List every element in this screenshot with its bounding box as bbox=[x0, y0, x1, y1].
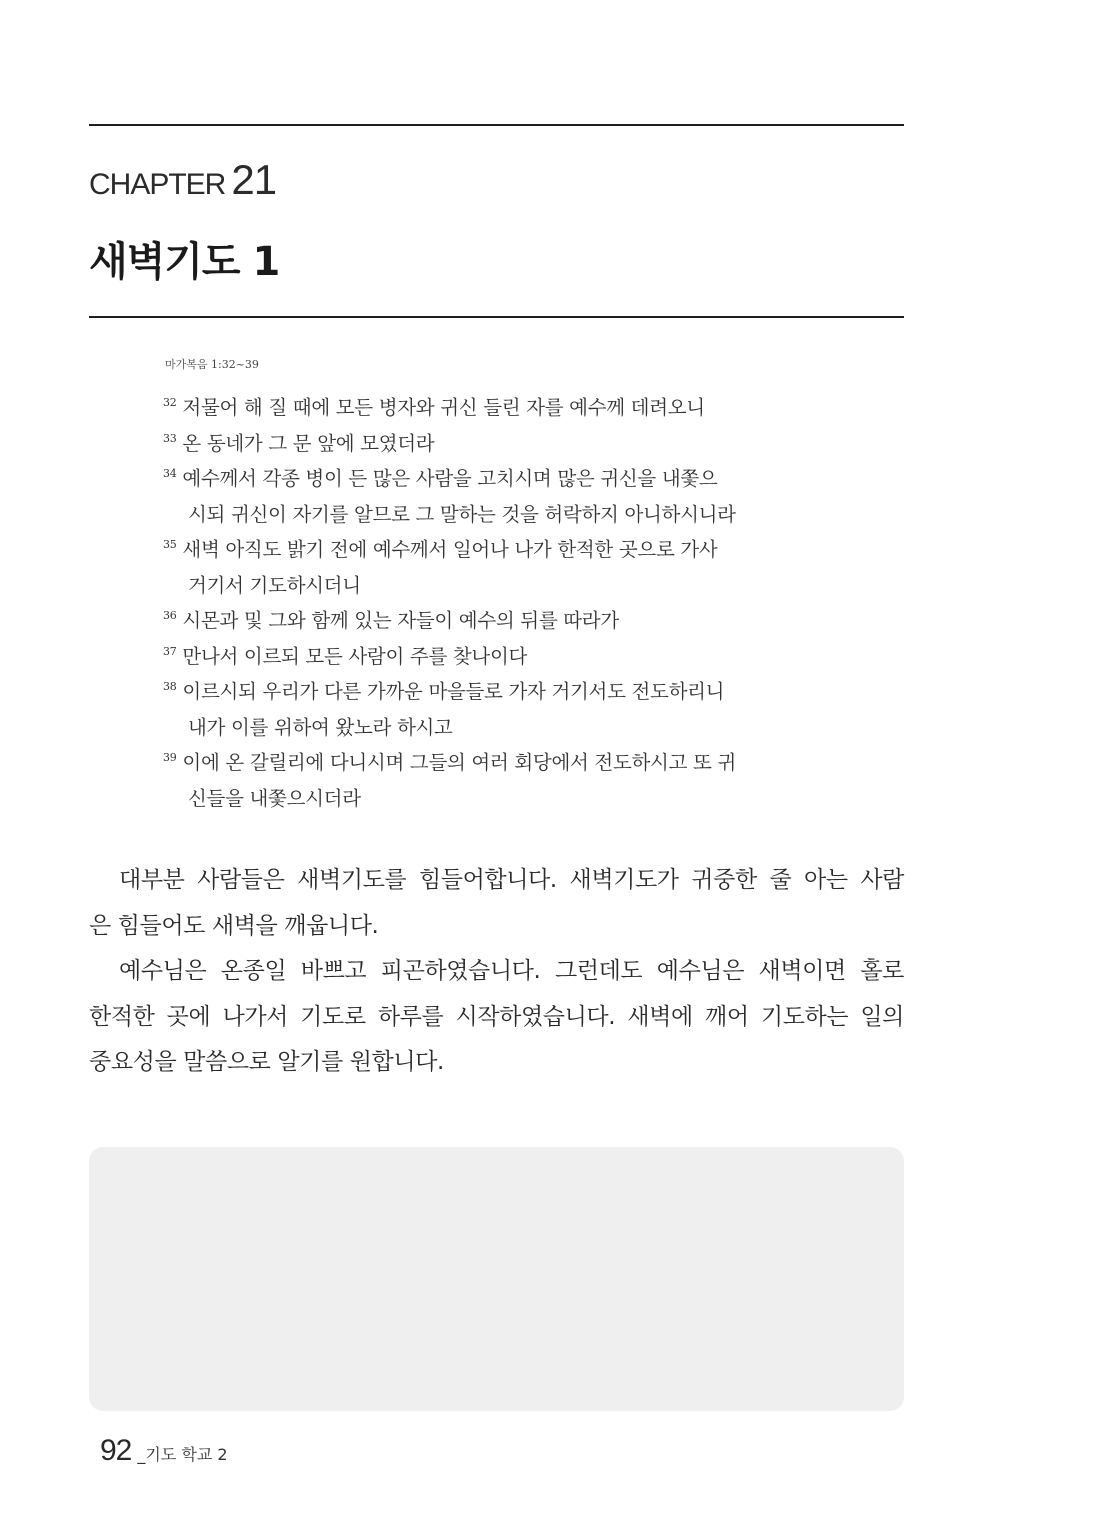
verse-number: 38 bbox=[163, 680, 177, 693]
page-number: 92 bbox=[100, 1434, 132, 1467]
verse-number: 34 bbox=[163, 467, 177, 480]
verse-text: 만나서 이르되 모든 사람이 주를 찾나이다 bbox=[182, 644, 528, 668]
verse-text: 새벽 아직도 밝기 전에 예수께서 일어나 나가 한적한 곳으로 가사 bbox=[182, 538, 718, 561]
verse-text-continued: 신들을 내쫓으시더라 bbox=[188, 786, 361, 810]
chapter-number: 21 bbox=[231, 156, 277, 203]
paragraph-line: 대부분 사람들은 새벽기도를 힘들어합니다. 새벽기도가 귀중한 줄 아는 사람 bbox=[119, 867, 904, 893]
verse bbox=[163, 639, 843, 675]
paragraph-line: 예수님은 온종일 바쁘고 피곤하였습니다. 그런데도 예수님은 새벽이면 홀로 bbox=[119, 958, 904, 984]
verse-number: 32 bbox=[163, 396, 177, 409]
verse-text: 저물어 해 질 때에 모든 병자와 귀신 들린 자를 예수께 데려오니 bbox=[182, 396, 705, 419]
verse-text-continued: 시되 귀신이 자기를 알므로 그 말하는 것을 허락하지 아니하시니라 bbox=[188, 502, 736, 526]
top-rule bbox=[89, 124, 904, 126]
verse-number: 37 bbox=[163, 644, 177, 658]
scripture-passage bbox=[163, 390, 843, 816]
verse bbox=[163, 532, 843, 603]
book-title: _기도 학교 2 bbox=[137, 1445, 228, 1464]
paragraph bbox=[89, 858, 904, 949]
paragraph-line: 중요성을 말씀으로 알기를 원합니다. bbox=[89, 1049, 444, 1075]
paragraph-line: 은 힘들어도 새벽을 깨웁니다. bbox=[89, 912, 379, 939]
verse-text: 온 동네가 그 문 앞에 모였더라 bbox=[182, 431, 435, 455]
verse-number: 33 bbox=[163, 431, 177, 445]
verse-number: 39 bbox=[163, 751, 177, 764]
bottom-rule bbox=[89, 316, 904, 318]
chapter-heading bbox=[89, 156, 276, 204]
verse bbox=[163, 461, 843, 532]
note-box bbox=[89, 1147, 904, 1411]
page-footer bbox=[100, 1434, 228, 1468]
verse bbox=[163, 745, 843, 816]
verse-text-continued: 내가 이를 위하여 왔노라 하시고 bbox=[188, 715, 453, 739]
page-title: 새벽기도 1 bbox=[89, 239, 280, 285]
verse-text: 예수께서 각종 병이 든 많은 사람을 고치시며 많은 귀신을 내쫓으 bbox=[182, 467, 718, 490]
verse-text: 이르시되 우리가 다른 가까운 마을들로 가자 거기서도 전도하리니 bbox=[182, 680, 725, 703]
verse-text-continued: 거기서 기도하시더니 bbox=[188, 573, 361, 597]
verse bbox=[163, 603, 843, 639]
verse-text: 이에 온 갈릴리에 다니시며 그들의 여러 회당에서 전도하시고 또 귀 bbox=[182, 751, 736, 774]
verse-number: 36 bbox=[163, 609, 177, 622]
verse bbox=[163, 674, 843, 745]
paragraph-line: 한적한 곳에 나가서 기도로 하루를 시작하였습니다. 새벽에 깨어 기도하는 일의 bbox=[89, 1003, 904, 1030]
verse bbox=[163, 426, 843, 462]
paragraph bbox=[89, 949, 904, 1086]
verse-number: 35 bbox=[163, 538, 177, 551]
verse-text: 시몬과 및 그와 함께 있는 자들이 예수의 뒤를 따라가 bbox=[182, 609, 619, 632]
verse bbox=[163, 390, 843, 426]
scripture-reference: 마가복음 1:32~39 bbox=[165, 358, 259, 371]
chapter-label: CHAPTER bbox=[89, 168, 226, 201]
body-text bbox=[89, 858, 904, 1086]
